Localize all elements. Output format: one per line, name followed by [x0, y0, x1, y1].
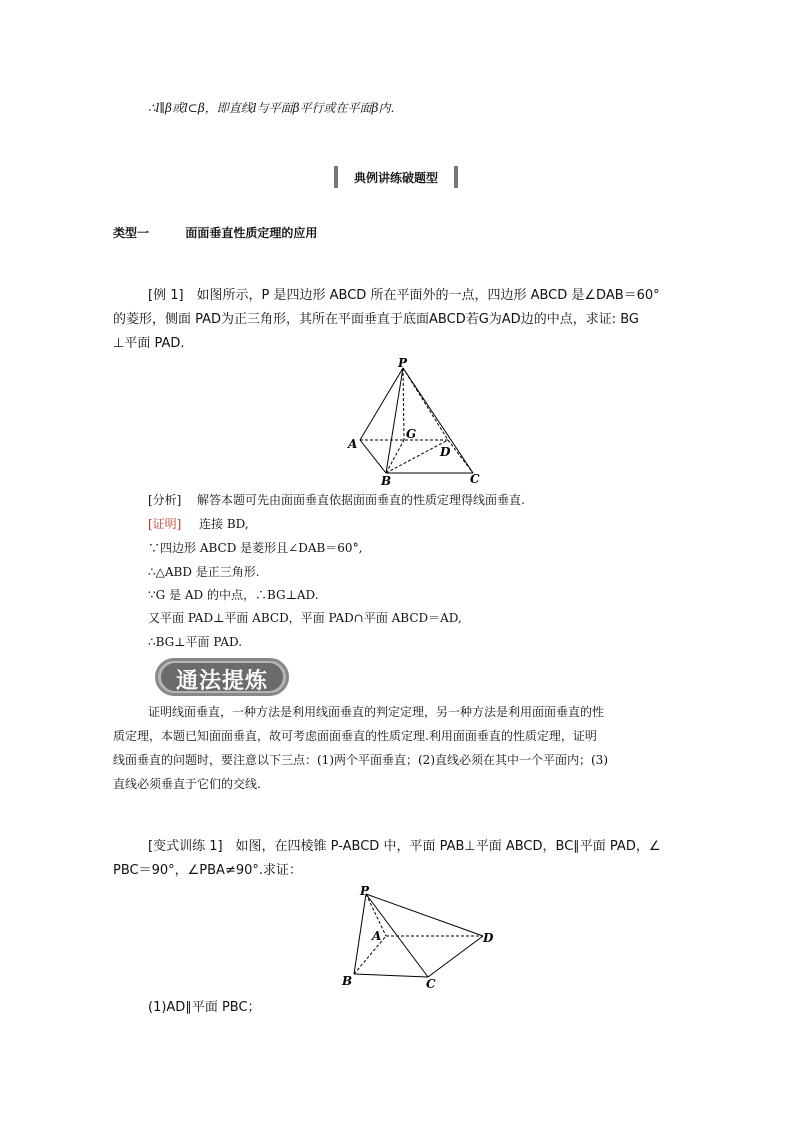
proof-line5: 又平面 PAD⊥平面 ABCD，平面 PAD∩平面 ABCD＝AD, — [148, 611, 462, 625]
analysis-text: 解答本题可先由面面垂直依据面面垂直的性质定理得线面垂直. — [197, 493, 525, 507]
part1-line: (1)AD∥平面 PBC； — [148, 1000, 261, 1015]
proof-line1 — [148, 514, 249, 534]
summary-line1: 证明线面垂直，一种方法是利用线面垂直的判定定理，另一种方法是利用面面垂直的性 — [148, 705, 605, 719]
pyramid-figure-1 — [340, 356, 490, 488]
fig2-label-p: P — [360, 884, 370, 898]
variant1-line2: PBC＝90°，∠PBA≠90°.求证： — [113, 863, 303, 878]
summary-line3: 线面垂直的问题时，要注意以下三点：(1)两个平面垂直；(2)直线必须在其中一个平面内；(3) — [113, 753, 608, 767]
example1-line1: [例 1] 如图所示，P 是四边形 ABCD 所在平面外的一点，四边形 ABCD 是∠DAB＝60° — [148, 288, 660, 303]
example1-line3: ⊥平面 PAD. — [113, 336, 185, 351]
fig1-label-g: G — [406, 427, 417, 441]
example1-line2: 的菱形，侧面 PAD为正三角形，其所在平面垂直于底面ABCD若G为AD边的中点，求证: BG — [113, 312, 639, 327]
top-conclusion-line: ∴l∥β或l⊂β，即直线l与平面β平行或在平面β内. — [148, 101, 395, 115]
fig2-label-c: C — [426, 977, 436, 991]
variant1-line1: [变式训练 1] 如图，在四棱锥 P-ABCD 中，平面 PAB⊥平面 ABCD，BC∥平面 PAD，∠ — [148, 839, 661, 854]
summary-line2: 质定理，本题已知面面垂直，故可考虑面面垂直的性质定理.利用面面垂直的性质定理，证明 — [113, 729, 597, 743]
proof-line4: ∵G 是 AD 的中点，∴BG⊥AD. — [148, 588, 319, 602]
proof-line2: ∵四边形 ABCD 是菱形且∠DAB＝60°, — [148, 541, 363, 555]
method-summary-badge — [155, 658, 289, 696]
fig1-label-c: C — [470, 472, 480, 486]
fig1-label-p: P — [398, 356, 408, 370]
type-label: 类型一 — [113, 226, 150, 240]
proof-line6: ∴BG⊥平面 PAD. — [148, 635, 243, 649]
proof-text-1: 连接 BD, — [199, 517, 249, 531]
summary-line4: 直线必须垂直于它们的交线. — [113, 777, 261, 791]
type-title: 面面垂直性质定理的应用 — [185, 226, 318, 240]
section-title: 典例讲练破题型 — [353, 171, 438, 185]
fig2-label-a: A — [372, 929, 382, 943]
type-heading — [113, 224, 317, 241]
fig1-label-b: B — [381, 474, 392, 488]
badge-text: 通法提炼 — [175, 669, 268, 694]
pyramid-figure-2 — [336, 884, 506, 994]
section-header — [334, 166, 458, 188]
fig2-label-d: D — [483, 931, 494, 945]
fig1-label-d: D — [440, 445, 451, 459]
proof-tag: [证明] — [148, 517, 182, 531]
analysis-line — [148, 490, 525, 510]
fig2-label-b: B — [342, 974, 353, 988]
proof-line3: ∴△ABD 是正三角形. — [148, 565, 260, 579]
fig1-label-a: A — [348, 437, 358, 451]
analysis-tag: [分析] — [148, 493, 182, 507]
